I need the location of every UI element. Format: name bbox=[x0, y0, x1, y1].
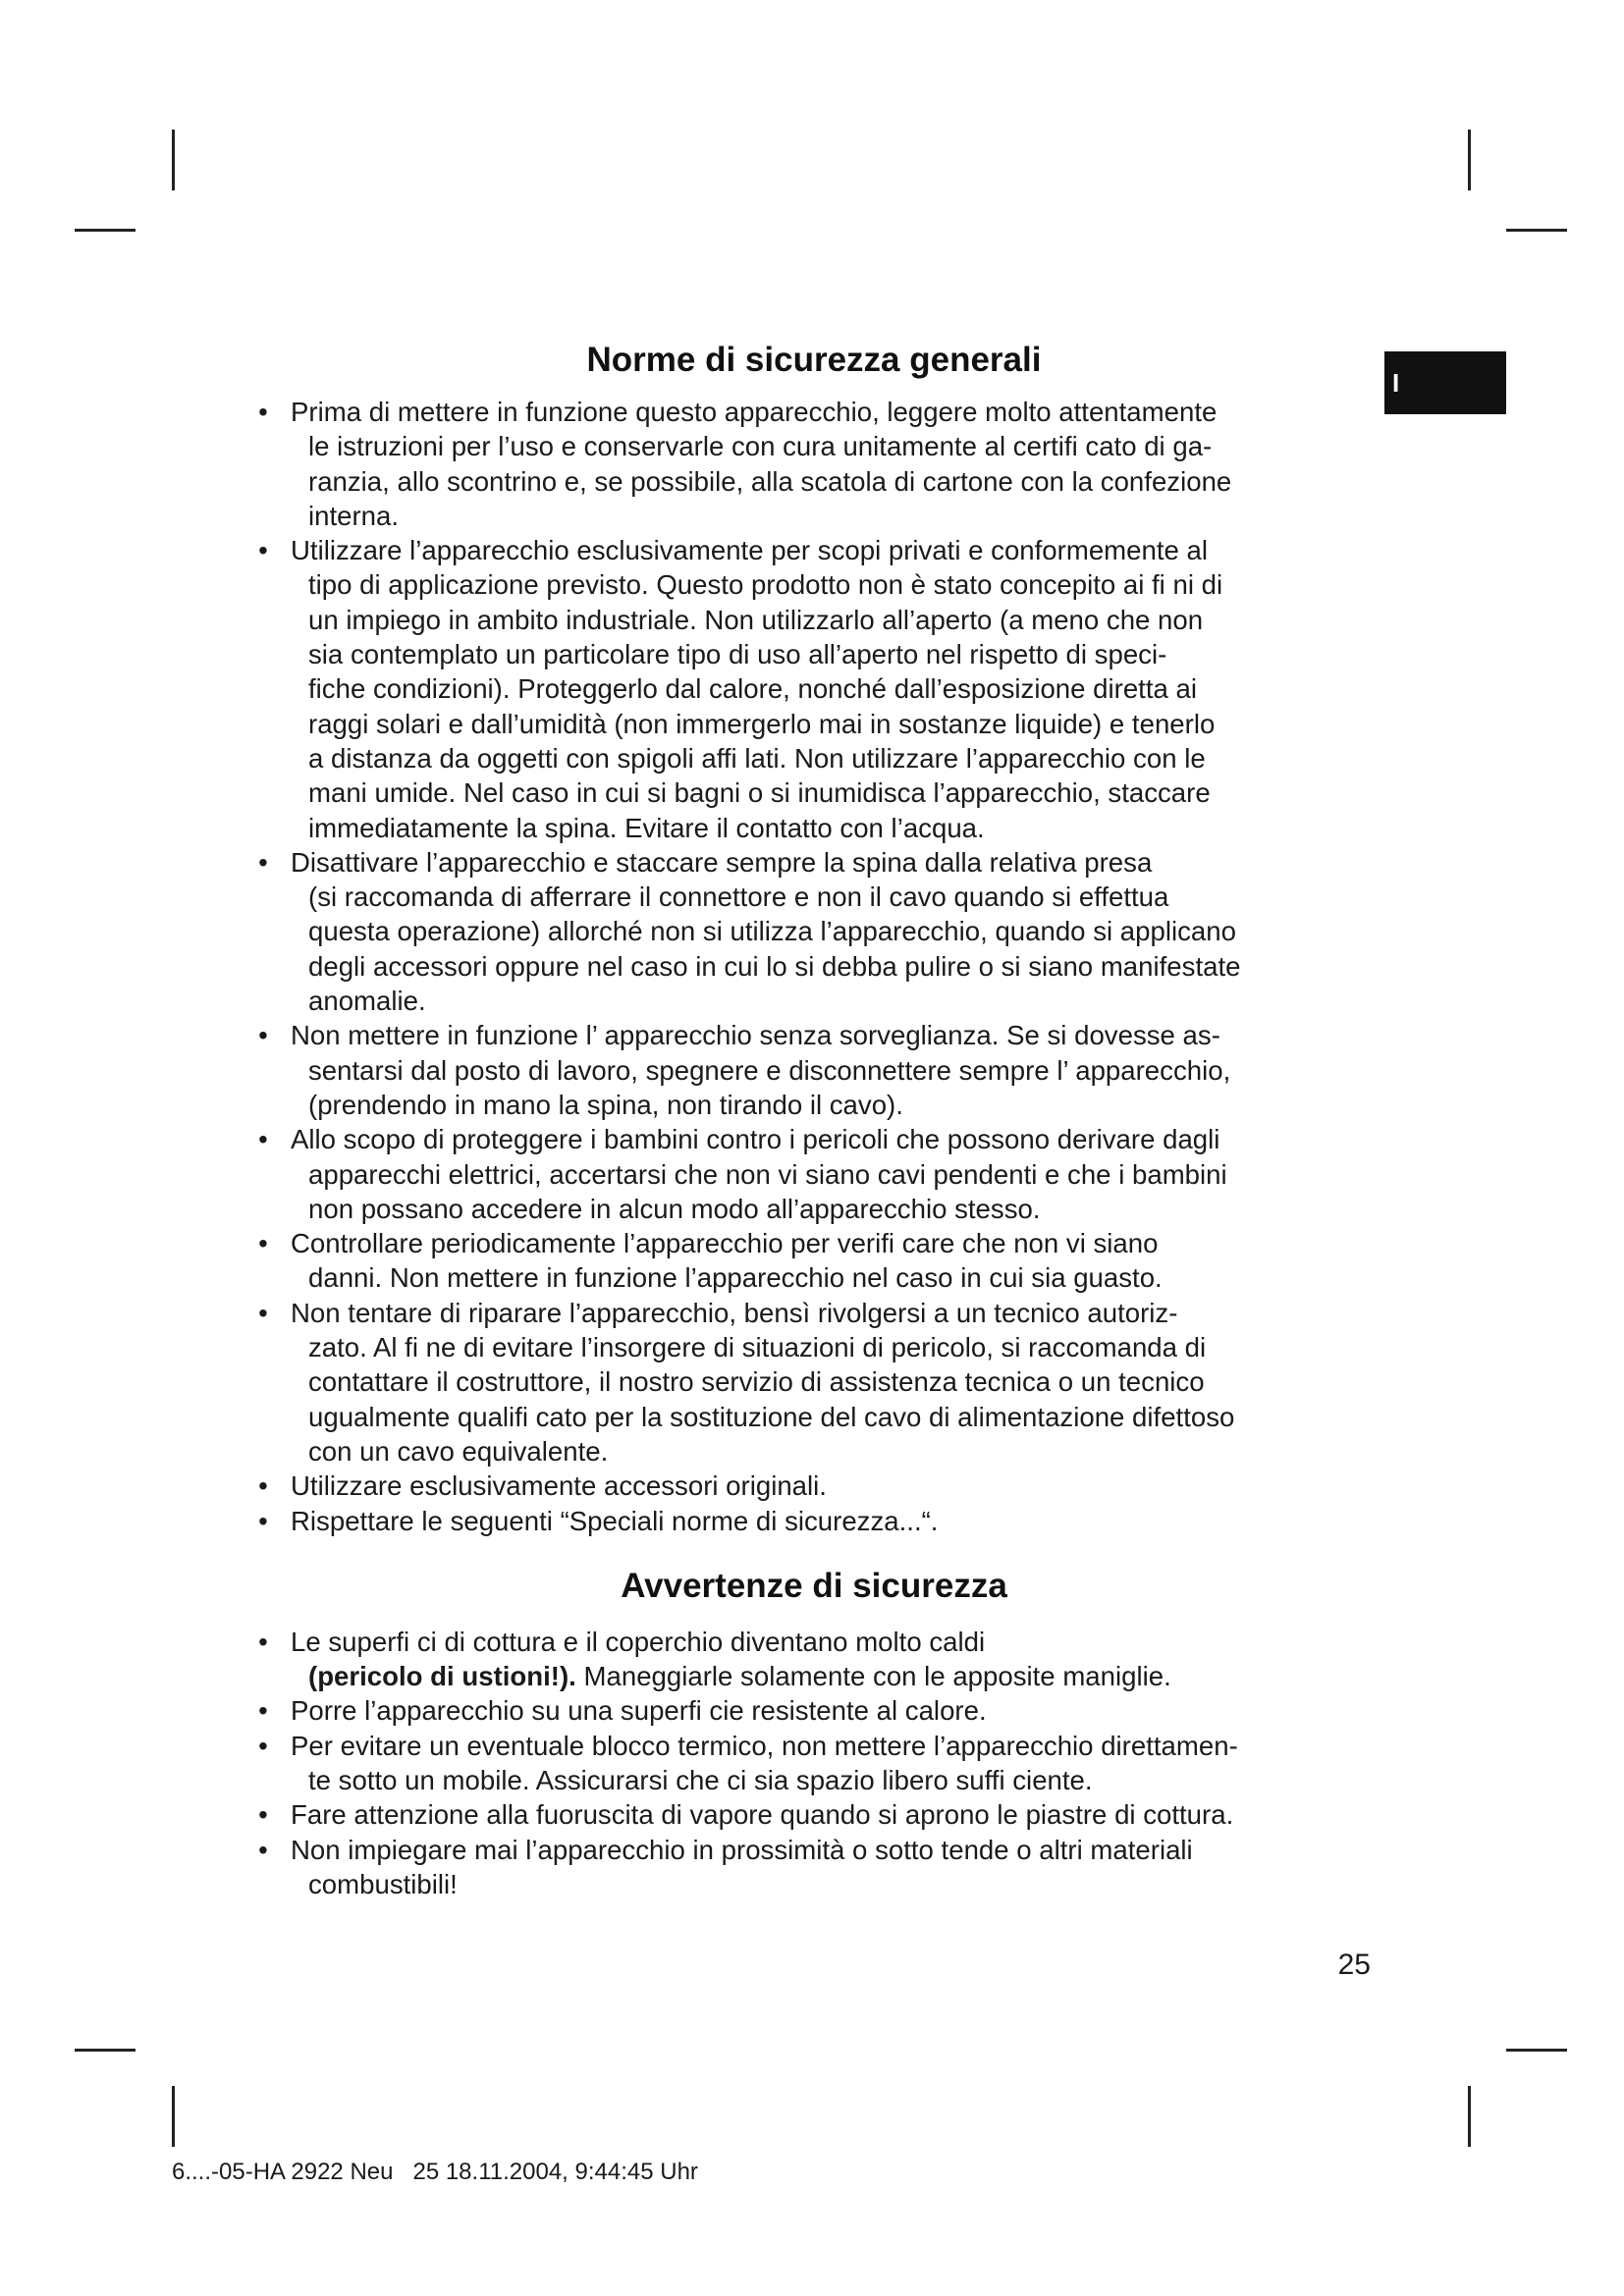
bullet: • bbox=[258, 1470, 268, 1502]
bullet: • bbox=[258, 1626, 268, 1657]
crop-mark-top-right-vertical bbox=[1468, 130, 1471, 190]
list-item bbox=[253, 1296, 1375, 1468]
section-title-general-safety: Norme di sicurezza generali bbox=[586, 341, 1042, 379]
list-item bbox=[253, 845, 1375, 1018]
list-item-text: Disattivare l’apparecchio e staccare sempre la spina dalla relativa presa (si raccomanda di afferrare il connettore e non il cavo quando si effettua questa operazione) allorché non si utilizza l’apparecchio, quando si applicano degli accessori oppure nel caso in cui lo si debba pulire o si siano manifestate anomalie. bbox=[291, 846, 1241, 1017]
list-item bbox=[253, 395, 1375, 533]
crop-mark-top-left-vertical bbox=[172, 130, 175, 190]
bullet: • bbox=[258, 1020, 268, 1051]
list-item-text: Utilizzare l’apparecchio esclusivamente per scopi privati e conformemente al tipo di applicazione previsto. Questo prodotto non è stato concepito ai fi ni di un impiego in ambito industriale. Non utilizzarlo all’aperto (a meno che non sia contemplato un particolare tipo di uso all’aperto nel rispetto di speci- fiche condizioni). Proteggerlo dal calore, nonché dall’esposizione diretta ai raggi solari e dall’umidità (non immergerlo mai in sostanze liquide) e tenerlo a distanza da oggetti con spigoli affi lati. Non utilizzare l’apparecchio con le mani umide. Nel caso in cui si bagni o si inumidisca l’apparecchio, staccare immediatamente la spina. Evitare il contatto con l’acqua. bbox=[291, 535, 1223, 843]
list-item bbox=[253, 1693, 1375, 1728]
list-item bbox=[253, 1468, 1375, 1503]
page-content bbox=[253, 336, 1375, 1901]
crop-mark-bottom-left-vertical bbox=[172, 2086, 175, 2147]
bullet: • bbox=[258, 1730, 268, 1761]
list-item-text: Rispettare le seguenti “Speciali norme di sicurezza...“. bbox=[291, 1505, 939, 1536]
print-footer: 6....-05-HA 2922 Neu 25 18.11.2004, 9:44:45 Uhr bbox=[172, 2159, 698, 2185]
crop-mark-top-left-horizontal bbox=[75, 229, 135, 232]
bullet: • bbox=[258, 1505, 268, 1536]
list-item-text: Prima di mettere in funzione questo apparecchio, leggere molto attentamente le istruzioni per l’uso e conservarle con cura unitamente al certifi cato di ga- ranzia, allo scontrino e, se possibile, alla scatola di cartone con la confezione interna. bbox=[291, 397, 1232, 531]
bullet: • bbox=[258, 1799, 268, 1831]
general-safety-list bbox=[253, 395, 1375, 1538]
section-title-safety-warnings: Avvertenze di sicurezza bbox=[621, 1566, 1007, 1605]
list-item-text: Non tentare di riparare l’apparecchio, bensì rivolgersi a un tecnico autoriz- zato. Al fi ne di evitare l’insorgere di situazioni di pericolo, si raccomanda di contattare il costruttore, il nostro servizio di assistenza tecnica o un tecnico ugualmente qualifi cato per la sostituzione del cavo di alimentazione difettoso con un cavo equivalente. bbox=[291, 1297, 1235, 1467]
list-item bbox=[253, 1833, 1375, 1902]
crop-mark-bottom-right-horizontal bbox=[1506, 2049, 1567, 2052]
safety-warnings-list bbox=[253, 1625, 1375, 1901]
burn-hazard-warning: (pericolo di ustioni!). bbox=[308, 1661, 576, 1692]
list-item-text: Non impiegare mai l’apparecchio in prossimità o sotto tende o altri materiali combustibili! bbox=[291, 1834, 1193, 1899]
list-item bbox=[253, 1226, 1375, 1296]
list-item-text-rest: Maneggiarle solamente con le apposite maniglie. bbox=[575, 1661, 1171, 1692]
list-item-text: Utilizzare esclusivamente accessori originali. bbox=[291, 1470, 827, 1502]
list-item-text: Le superfi ci di cottura e il coperchio diventano molto caldi bbox=[291, 1626, 986, 1657]
crop-mark-bottom-right-vertical bbox=[1468, 2086, 1471, 2147]
bullet: • bbox=[258, 1228, 268, 1259]
list-item bbox=[253, 1729, 1375, 1798]
list-item bbox=[253, 1504, 1375, 1538]
list-item bbox=[253, 1018, 1375, 1122]
list-item bbox=[253, 1625, 1375, 1694]
bullet: • bbox=[258, 1834, 268, 1865]
crop-mark-bottom-left-horizontal bbox=[75, 2049, 135, 2052]
bullet: • bbox=[258, 397, 268, 427]
list-item-text: Per evitare un eventuale blocco termico, non mettere l’apparecchio direttamen- te sotto un mobile. Assicurarsi che ci sia spazio libero suffi ciente. bbox=[291, 1730, 1238, 1795]
language-tab-label: I bbox=[1392, 368, 1400, 398]
list-item bbox=[253, 1797, 1375, 1832]
page-number: 25 bbox=[1337, 1949, 1371, 1981]
list-item-text: Fare attenzione alla fuoruscita di vapore quando si aprono le piastre di cottura. bbox=[291, 1799, 1234, 1831]
bullet: • bbox=[258, 1124, 268, 1155]
bullet: • bbox=[258, 535, 268, 566]
list-item-text: Porre l’apparecchio su una superfi cie resistente al calore. bbox=[291, 1695, 987, 1727]
language-tab bbox=[1384, 351, 1506, 414]
bullet: • bbox=[258, 1695, 268, 1727]
list-item-text: Allo scopo di proteggere i bambini contro i pericoli che possono derivare dagli apparecchi elettrici, accertarsi che non vi siano cavi pendenti e che i bambini non possano accedere in alcun modo all’apparecchio stesso. bbox=[291, 1124, 1227, 1224]
list-item bbox=[253, 1122, 1375, 1226]
bullet: • bbox=[258, 1297, 268, 1328]
bullet: • bbox=[258, 846, 268, 878]
list-item-text: Controllare periodicamente l’apparecchio per verifi care che non vi siano danni. Non mettere in funzione l’apparecchio nel caso in cui sia guasto. bbox=[291, 1228, 1163, 1294]
list-item bbox=[253, 533, 1375, 845]
crop-mark-top-right-horizontal bbox=[1506, 229, 1567, 232]
list-item-text: Non mettere in funzione l’ apparecchio senza sorveglianza. Se si dovesse as- sentarsi dal posto di lavoro, spegnere e disconnettere sempre l’ apparecchio, (prendendo in mano la spina, non tirando il cavo). bbox=[291, 1020, 1231, 1120]
